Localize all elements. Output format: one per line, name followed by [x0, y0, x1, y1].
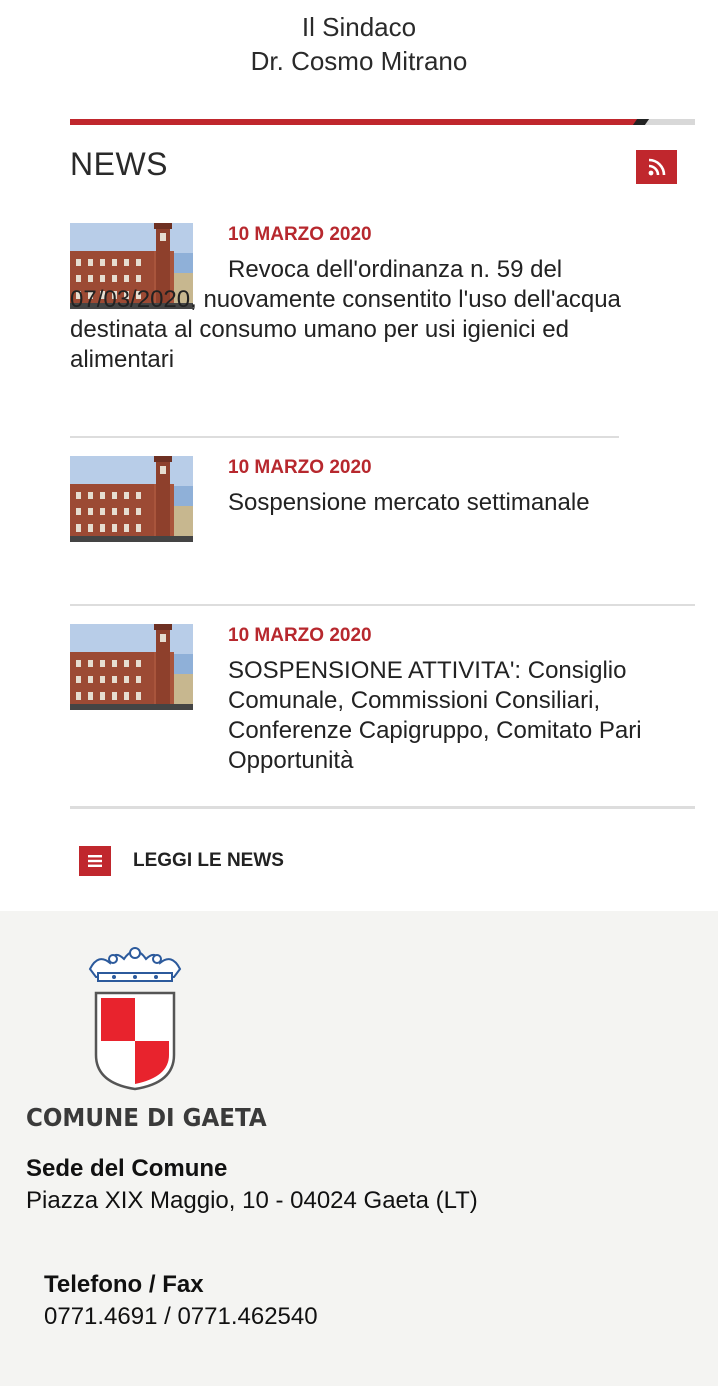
news-thumbnail[interactable] — [70, 624, 193, 710]
news-separator — [70, 806, 695, 809]
mayor-role: Il Sindaco — [301, 12, 417, 42]
news-date: 10 MARZO 2020 — [228, 457, 372, 478]
phone-heading: Telefono / Fax — [44, 1271, 204, 1298]
rss-icon — [648, 158, 666, 176]
news-headline[interactable]: Sospensione mercato settimanale — [228, 489, 590, 516]
news-date: 10 MARZO 2020 — [228, 224, 372, 245]
rss-button[interactable] — [636, 150, 677, 184]
news-separator — [70, 436, 619, 438]
mayor-name: Dr. Cosmo Mitrano — [250, 46, 468, 76]
news-divider-bar — [70, 119, 695, 125]
seat-heading: Sede del Comune — [26, 1155, 228, 1182]
news-thumbnail[interactable] — [70, 456, 193, 542]
seat-address: Piazza XIX Maggio, 10 - 04024 Gaeta (LT) — [26, 1187, 478, 1214]
news-headline[interactable]: SOSPENSIONE ATTIVITA': Consiglio Comunale, Commissioni Consiliari, Conferenze Capigruppo, Comitato Pari Opportunità — [228, 657, 642, 774]
footer — [0, 911, 718, 1386]
phone-numbers[interactable]: 0771.4691 / 0771.462540 — [44, 1303, 318, 1330]
news-heading: NEWS — [70, 146, 168, 182]
list-icon — [79, 846, 111, 876]
news-headline[interactable]: Revoca dell'ordinanza n. 59 del 07/03/2020, nuovamente consentito l'uso dell'acqua destinata al consumo umano per usi igienici ed alimentari — [70, 256, 621, 373]
news-date: 10 MARZO 2020 — [228, 625, 372, 646]
read-all-news-link[interactable] — [79, 846, 284, 876]
comune-name-logo-text: COMUNE DI GAETA — [26, 1103, 267, 1132]
read-all-news-label: LEGGI LE NEWS — [133, 850, 284, 871]
comune-crest-logo — [84, 943, 186, 1096]
mayor-block — [0, 10, 718, 78]
news-separator — [70, 604, 695, 606]
